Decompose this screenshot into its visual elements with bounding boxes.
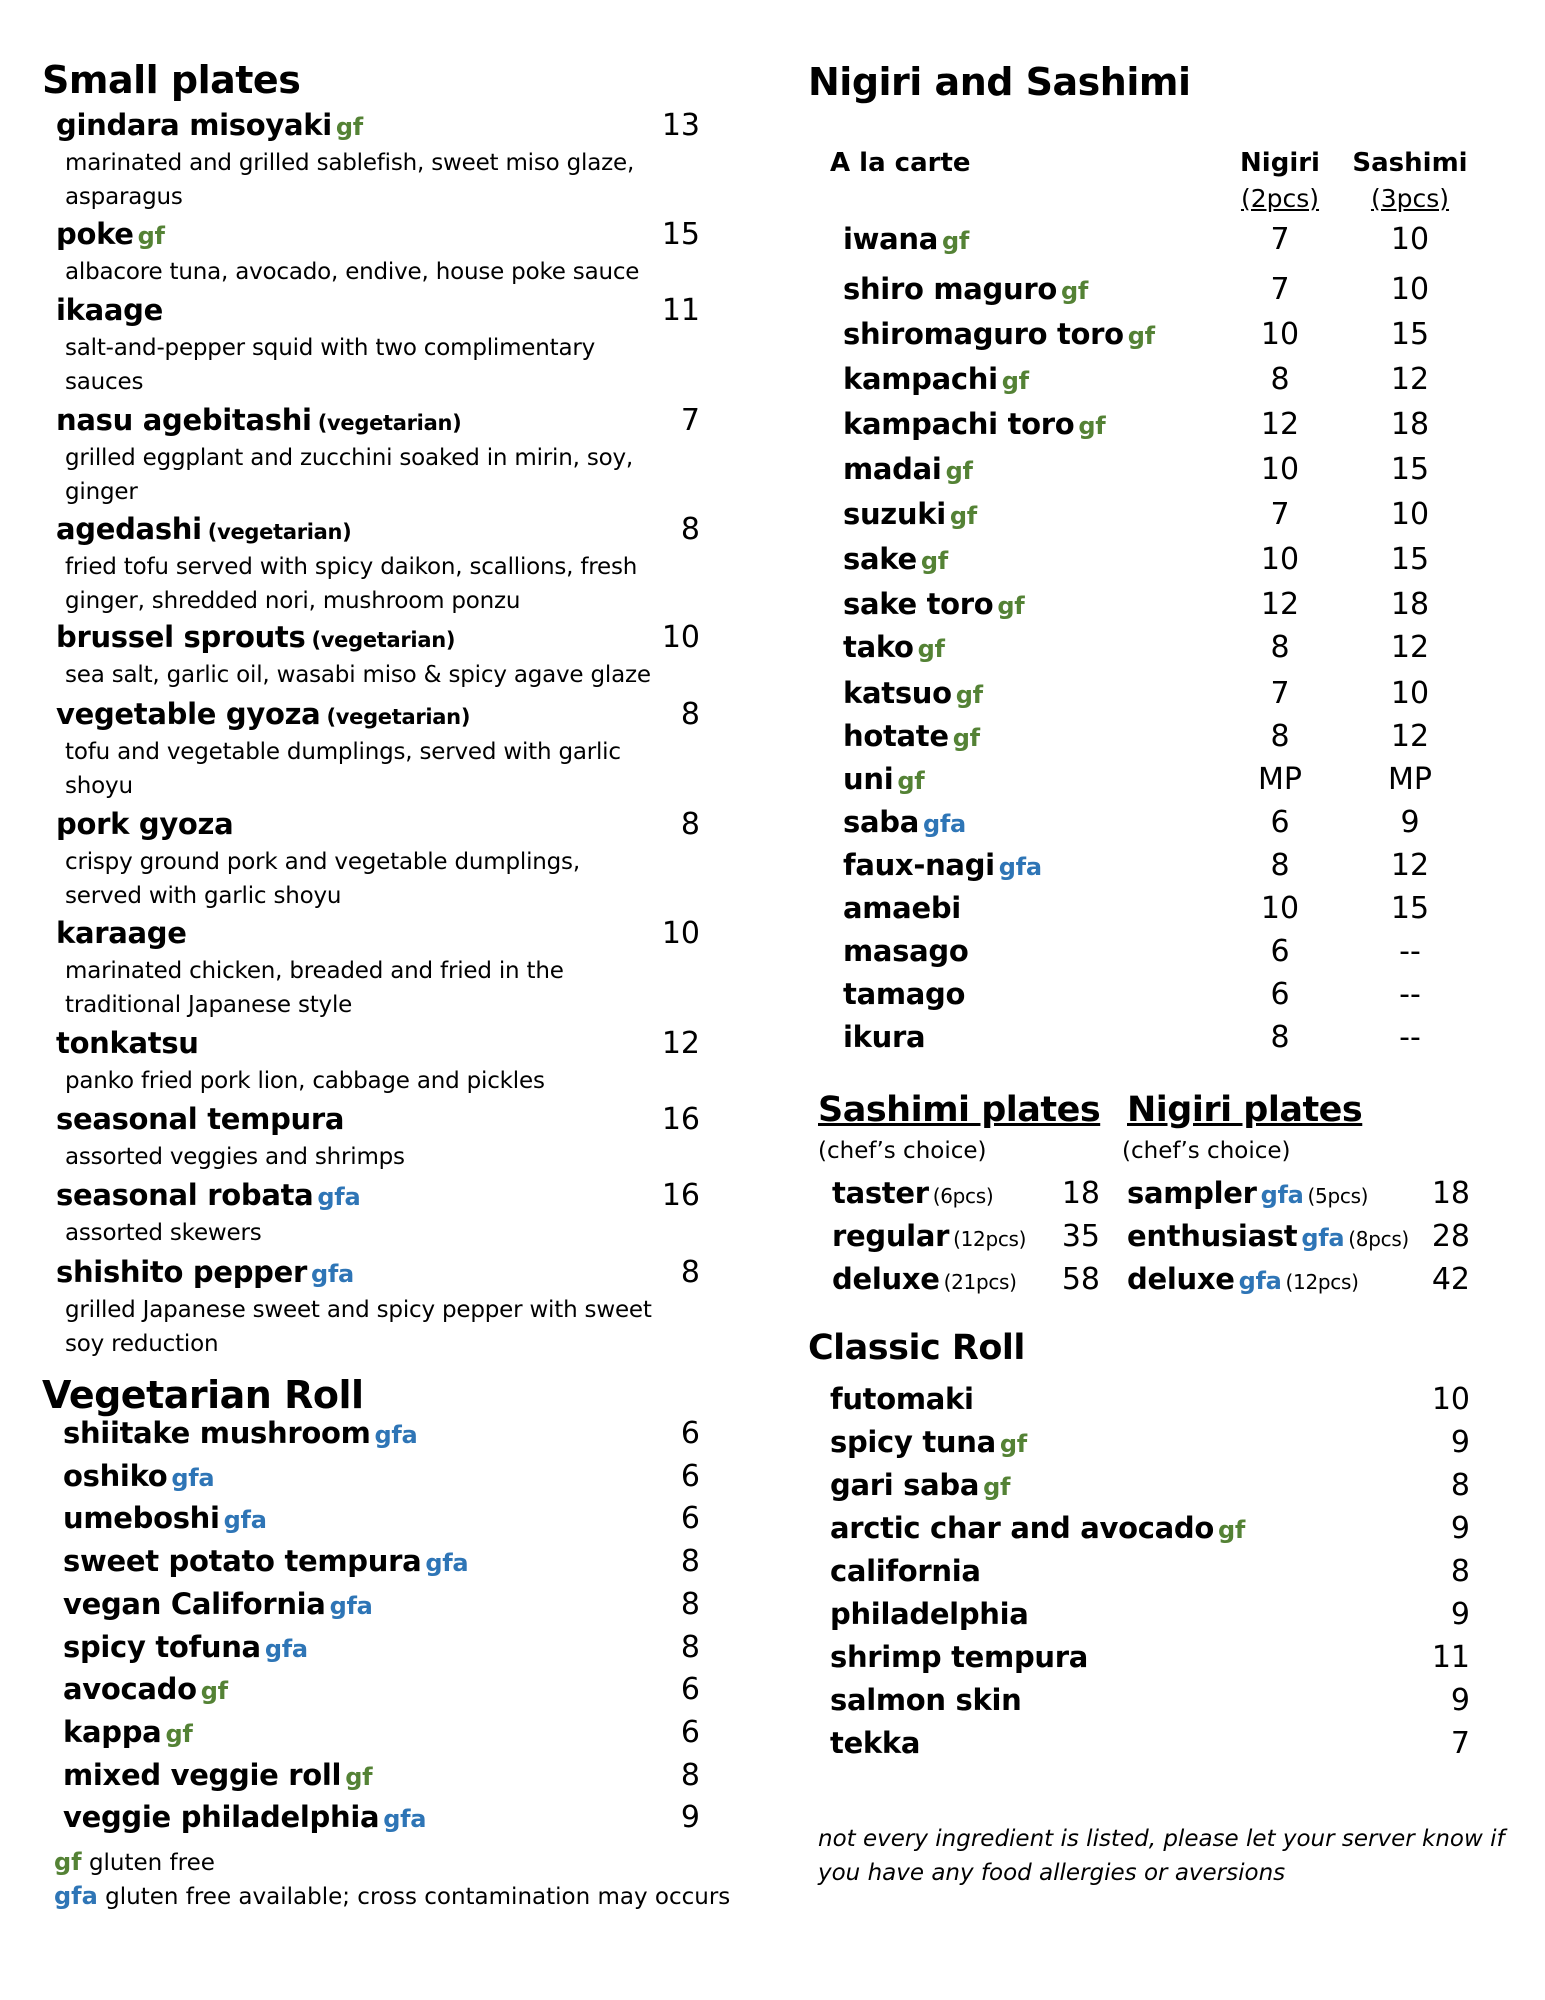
fish-name: kampachi toro gf bbox=[843, 407, 1106, 441]
menu-item-description: crispy ground pork and vegetable dumplings, bbox=[65, 849, 580, 875]
gluten-free-available-tag: gfa bbox=[171, 1463, 215, 1492]
roll-price: 9 bbox=[680, 1800, 700, 1836]
nigiri-column-header: Nigiri bbox=[1240, 148, 1320, 178]
menu-item-description: tofu and vegetable dumplings, served with garlic bbox=[65, 739, 621, 765]
sashimi-plate-price: 58 bbox=[1061, 1262, 1100, 1297]
menu-item-name: tonkatsu bbox=[56, 1026, 199, 1060]
menu-item-description: panko fried pork lion, cabbage and pickles bbox=[65, 1068, 545, 1094]
nigiri-price: 10 bbox=[1260, 452, 1300, 487]
nigiri-plate-price: 42 bbox=[1431, 1262, 1470, 1297]
vegetarian-tag: (vegetarian) bbox=[326, 705, 471, 729]
classic-roll-name: gari saba gf bbox=[830, 1468, 1011, 1502]
gluten-free-tag: gf bbox=[1217, 1516, 1245, 1544]
menu-item-price: 8 bbox=[680, 807, 700, 842]
fish-name: suzuki gf bbox=[843, 497, 977, 531]
fish-name: faux-nagi gfa bbox=[843, 848, 1042, 882]
menu-item-price: 15 bbox=[661, 217, 700, 252]
gluten-free-tag: gf bbox=[983, 1473, 1011, 1501]
classic-roll-price: 9 bbox=[1450, 1511, 1470, 1546]
roll-price: 6 bbox=[680, 1501, 700, 1537]
roll-price: 6 bbox=[680, 1714, 700, 1750]
fish-name: tamago bbox=[843, 977, 966, 1011]
menu-item-description: traditional Japanese style bbox=[65, 992, 353, 1018]
gluten-free-tag: gf bbox=[999, 1430, 1027, 1458]
sashimi-column-pcs: (3pcs) bbox=[1370, 184, 1450, 213]
menu-item-description: marinated and grilled sablefish, sweet miso glaze, bbox=[65, 150, 635, 176]
gluten-free-tag: gf bbox=[165, 1719, 193, 1748]
menu-item-price: 16 bbox=[661, 1178, 700, 1213]
sashimi-plates-title: Sashimi plates bbox=[818, 1090, 1101, 1130]
fish-name: sake toro gf bbox=[843, 587, 1025, 621]
classic-roll-price: 10 bbox=[1431, 1382, 1470, 1417]
classic-roll-name: shrimp tempura bbox=[830, 1640, 1089, 1674]
sashimi-price: 10 bbox=[1390, 222, 1430, 257]
classic-roll-name: salmon skin bbox=[830, 1683, 1022, 1717]
gluten-free-tag: gf bbox=[1001, 367, 1029, 395]
nigiri-price: 7 bbox=[1270, 272, 1290, 307]
gluten-free-tag: gf bbox=[897, 767, 925, 795]
roll-name: kappa gf bbox=[63, 1714, 193, 1749]
sashimi-price: -- bbox=[1399, 977, 1421, 1012]
classic-roll-name: arctic char and avocado gf bbox=[830, 1511, 1245, 1545]
menu-item-price: 16 bbox=[661, 1102, 700, 1137]
fish-name: hotate gf bbox=[843, 719, 980, 753]
menu-item-name: vegetable gyoza (vegetarian) bbox=[56, 697, 471, 731]
fish-name: masago bbox=[843, 934, 969, 968]
roll-name: avocado gf bbox=[63, 1672, 228, 1707]
fish-name: amaebi bbox=[843, 891, 961, 925]
menu-item-description: grilled eggplant and zucchini soaked in mirin, soy, bbox=[65, 445, 634, 471]
nigiri-price: 10 bbox=[1260, 891, 1300, 926]
vegetarian-roll-title: Vegetarian Roll bbox=[42, 1373, 364, 1417]
menu-item-price: 8 bbox=[680, 512, 700, 547]
nigiri-price: 8 bbox=[1270, 1020, 1290, 1055]
fish-name: katsuo gf bbox=[843, 676, 983, 710]
gluten-free-available-tag: gfa bbox=[922, 810, 966, 838]
nigiri-price: 12 bbox=[1260, 407, 1300, 442]
vegetarian-tag: (vegetarian) bbox=[311, 628, 456, 652]
fish-name: sake gf bbox=[843, 542, 948, 576]
nigiri-price: 6 bbox=[1270, 977, 1290, 1012]
classic-roll-price: 11 bbox=[1431, 1640, 1470, 1675]
menu-item-description: soy reduction bbox=[65, 1331, 219, 1357]
nigiri-plate-name: deluxe gfa (12pcs) bbox=[1127, 1262, 1359, 1296]
classic-roll-title: Classic Roll bbox=[808, 1328, 1025, 1368]
roll-name: mixed veggie roll gf bbox=[63, 1757, 373, 1792]
nigiri-price: MP bbox=[1258, 762, 1302, 797]
fish-name: saba gfa bbox=[843, 805, 966, 839]
gluten-free-tag: gf bbox=[945, 457, 973, 485]
allergy-note-line-2: you have any food allergies or aversions bbox=[818, 1860, 1286, 1886]
menu-item-description: sea salt, garlic oil, wasabi miso & spicy agave glaze bbox=[65, 662, 651, 688]
vegetarian-tag: (vegetarian) bbox=[207, 520, 352, 544]
roll-price: 8 bbox=[680, 1544, 700, 1580]
small-plates-title: Small plates bbox=[42, 58, 301, 102]
menu-item-description: ginger bbox=[65, 479, 138, 505]
gluten-free-tag: gf bbox=[335, 113, 363, 141]
menu-item-description: marinated chicken, breaded and fried in the bbox=[65, 958, 564, 984]
gluten-free-tag: gf bbox=[997, 592, 1025, 620]
classic-roll-name: california bbox=[830, 1554, 981, 1588]
menu-item-name: agedashi (vegetarian) bbox=[56, 512, 352, 546]
gluten-free-available-tag: gfa bbox=[998, 853, 1042, 881]
sashimi-plate-name: regular (12pcs) bbox=[832, 1219, 1027, 1253]
gluten-free-tag: gf bbox=[345, 1762, 373, 1791]
classic-roll-price: 7 bbox=[1450, 1726, 1470, 1761]
gluten-free-available-tag: gfa bbox=[425, 1549, 469, 1578]
gluten-free-tag: gf bbox=[917, 635, 945, 663]
menu-item-name: shishito pepper gfa bbox=[56, 1255, 354, 1289]
nigiri-price: 10 bbox=[1260, 317, 1300, 352]
menu-item-price: 10 bbox=[661, 916, 700, 951]
roll-name: veggie philadelphia gfa bbox=[63, 1800, 427, 1835]
nigiri-price: 6 bbox=[1270, 805, 1290, 840]
roll-price: 6 bbox=[680, 1416, 700, 1451]
piece-count: (12pcs) bbox=[953, 1227, 1027, 1251]
sashimi-plates-subtitle: (chef’s choice) bbox=[818, 1138, 987, 1164]
roll-price: 8 bbox=[680, 1629, 700, 1665]
sashimi-price: 12 bbox=[1390, 848, 1430, 883]
gluten-free-available-tag: gfa bbox=[1301, 1224, 1345, 1252]
roll-price: 6 bbox=[680, 1672, 700, 1708]
menu-item-description: ginger, shredded nori, mushroom ponzu bbox=[65, 588, 521, 614]
menu-item-price: 10 bbox=[661, 620, 700, 655]
legend-gfa: gfa gluten free available; cross contamination may occurs bbox=[54, 1882, 731, 1910]
menu-item-price: 11 bbox=[661, 293, 700, 328]
fish-name: tako gf bbox=[843, 630, 945, 664]
classic-roll-name: tekka bbox=[830, 1726, 921, 1760]
sashimi-price: 12 bbox=[1390, 362, 1430, 397]
nigiri-plate-price: 18 bbox=[1431, 1176, 1470, 1211]
nigiri-plates-subtitle: (chef’s choice) bbox=[1122, 1138, 1291, 1164]
menu-item-description: shoyu bbox=[65, 773, 133, 799]
sashimi-plate-name: taster (6pcs) bbox=[832, 1176, 994, 1210]
vegetarian-tag: (vegetarian) bbox=[317, 411, 462, 435]
gluten-free-available-tag: gfa bbox=[329, 1591, 373, 1620]
nigiri-sashimi-title: Nigiri and Sashimi bbox=[808, 60, 1191, 104]
fish-name: shiro maguro gf bbox=[843, 272, 1089, 306]
fish-name: shiromaguro toro gf bbox=[843, 317, 1155, 351]
nigiri-price: 8 bbox=[1270, 630, 1290, 665]
roll-name: vegan California gfa bbox=[63, 1586, 373, 1621]
gluten-free-tag: gf bbox=[920, 547, 948, 575]
classic-roll-name: philadelphia bbox=[830, 1597, 1029, 1631]
menu-item-name: poke gf bbox=[56, 217, 165, 251]
sashimi-price: 15 bbox=[1390, 542, 1430, 577]
gluten-free-available-tag: gfa bbox=[383, 1805, 427, 1834]
menu-item-description: sauces bbox=[65, 369, 144, 395]
gluten-free-tag: gf bbox=[1127, 322, 1155, 350]
roll-name: shiitake mushroom gfa bbox=[63, 1416, 418, 1450]
gluten-free-available-tag: gfa bbox=[264, 1634, 308, 1663]
menu-item-price: 13 bbox=[661, 108, 700, 143]
gluten-free-tag: gf bbox=[952, 724, 980, 752]
gluten-free-available-tag: gfa bbox=[311, 1260, 354, 1288]
menu-item-name: pork gyoza bbox=[56, 807, 234, 841]
gluten-free-tag: gf bbox=[137, 222, 165, 250]
sashimi-price: 10 bbox=[1390, 676, 1430, 711]
menu-item-description: assorted veggies and shrimps bbox=[65, 1144, 405, 1170]
sashimi-column-header: Sashimi bbox=[1352, 148, 1468, 178]
a-la-carte-label: A la carte bbox=[830, 148, 971, 178]
nigiri-price: 7 bbox=[1270, 222, 1290, 257]
menu-item-name: gindara misoyaki gf bbox=[56, 108, 363, 142]
menu-item-name: seasonal robata gfa bbox=[56, 1178, 361, 1212]
sashimi-price: 12 bbox=[1390, 630, 1430, 665]
classic-roll-price: 9 bbox=[1450, 1425, 1470, 1460]
gluten-free-available-tag: gfa bbox=[1238, 1267, 1282, 1295]
sashimi-price: -- bbox=[1399, 1020, 1421, 1055]
sashimi-price: 15 bbox=[1390, 891, 1430, 926]
gluten-free-tag: gf bbox=[1078, 412, 1106, 440]
menu-item-description: asparagus bbox=[65, 184, 183, 210]
menu-item-price: 12 bbox=[661, 1026, 700, 1061]
fish-name: kampachi gf bbox=[843, 362, 1029, 396]
menu-item-name: seasonal tempura bbox=[56, 1102, 345, 1136]
menu-item-description: albacore tuna, avocado, endive, house poke sauce bbox=[65, 259, 640, 285]
fish-name: uni gf bbox=[843, 762, 925, 796]
classic-roll-price: 8 bbox=[1450, 1554, 1470, 1589]
nigiri-plates-title: Nigiri plates bbox=[1127, 1090, 1363, 1130]
nigiri-plate-name: enthusiast gfa (8pcs) bbox=[1127, 1219, 1409, 1253]
gluten-free-tag: gf bbox=[200, 1677, 228, 1706]
sashimi-price: -- bbox=[1399, 934, 1421, 969]
fish-name: iwana gf bbox=[843, 222, 970, 256]
sashimi-price: 18 bbox=[1390, 407, 1430, 442]
sashimi-price: 15 bbox=[1390, 452, 1430, 487]
nigiri-price: 12 bbox=[1260, 587, 1300, 622]
gluten-free-tag: gf bbox=[1061, 277, 1089, 305]
gluten-free-tag: gf bbox=[949, 502, 977, 530]
menu-item-name: ikaage bbox=[56, 293, 163, 327]
sashimi-plate-price: 18 bbox=[1061, 1176, 1100, 1211]
nigiri-column-pcs: (2pcs) bbox=[1240, 184, 1320, 213]
gluten-free-available-tag: gfa bbox=[317, 1183, 361, 1211]
sashimi-plate-price: 35 bbox=[1061, 1219, 1100, 1254]
allergy-note-line-1: not every ingredient is listed, please let your server know if bbox=[818, 1826, 1505, 1852]
classic-roll-name: spicy tuna gf bbox=[830, 1425, 1027, 1459]
piece-count: (21pcs) bbox=[943, 1270, 1017, 1294]
gluten-free-tag: gf bbox=[942, 227, 970, 255]
roll-price: 8 bbox=[680, 1586, 700, 1622]
piece-count: (12pcs) bbox=[1285, 1270, 1359, 1294]
nigiri-price: 8 bbox=[1270, 848, 1290, 883]
menu-item-price: 8 bbox=[680, 1255, 700, 1290]
menu-item-description: fried tofu served with spicy daikon, scallions, fresh bbox=[65, 554, 638, 580]
nigiri-price: 8 bbox=[1270, 719, 1290, 754]
piece-count: (5pcs) bbox=[1307, 1184, 1369, 1208]
gluten-free-available-tag: gfa bbox=[374, 1421, 418, 1449]
sashimi-price: 15 bbox=[1390, 317, 1430, 352]
roll-name: spicy tofuna gfa bbox=[63, 1629, 308, 1664]
sashimi-price: 10 bbox=[1390, 497, 1430, 532]
roll-price: 8 bbox=[680, 1757, 700, 1793]
classic-roll-price: 9 bbox=[1450, 1683, 1470, 1718]
sashimi-price: 9 bbox=[1400, 805, 1420, 840]
sashimi-price: 10 bbox=[1390, 272, 1430, 307]
nigiri-price: 8 bbox=[1270, 362, 1290, 397]
nigiri-plate-name: sampler gfa (5pcs) bbox=[1127, 1176, 1369, 1210]
legend-gf: gf gluten free bbox=[54, 1848, 215, 1876]
menu-item-name: brussel sprouts (vegetarian) bbox=[56, 620, 456, 654]
fish-name: madai gf bbox=[843, 452, 973, 486]
roll-name: sweet potato tempura gfa bbox=[63, 1544, 469, 1579]
classic-roll-price: 8 bbox=[1450, 1468, 1470, 1503]
roll-name: oshiko gfa bbox=[63, 1458, 215, 1493]
sashimi-price: MP bbox=[1388, 762, 1432, 797]
gluten-free-available-tag: gfa bbox=[223, 1506, 267, 1535]
fish-name: ikura bbox=[843, 1020, 926, 1054]
roll-price: 6 bbox=[680, 1458, 700, 1494]
piece-count: (8pcs) bbox=[1348, 1227, 1409, 1251]
menu-item-price: 7 bbox=[680, 403, 700, 438]
menu-item-description: assorted skewers bbox=[65, 1220, 262, 1246]
nigiri-price: 6 bbox=[1270, 934, 1290, 969]
sashimi-plate-name: deluxe (21pcs) bbox=[832, 1262, 1017, 1296]
menu-item-description: salt-and-pepper squid with two complimentary bbox=[65, 335, 596, 361]
gluten-free-tag: gf bbox=[955, 681, 983, 709]
nigiri-price: 7 bbox=[1270, 497, 1290, 532]
roll-name: umeboshi gfa bbox=[63, 1501, 267, 1536]
menu-item-price: 8 bbox=[680, 697, 700, 732]
menu-item-name: karaage bbox=[56, 916, 187, 950]
gluten-free-available-tag: gfa bbox=[1260, 1181, 1304, 1209]
menu-item-name: nasu agebitashi (vegetarian) bbox=[56, 403, 462, 437]
classic-roll-name: futomaki bbox=[830, 1382, 974, 1416]
piece-count: (6pcs) bbox=[932, 1184, 994, 1208]
sashimi-price: 18 bbox=[1390, 587, 1430, 622]
menu-item-description: grilled Japanese sweet and spicy pepper with sweet bbox=[65, 1297, 652, 1323]
classic-roll-price: 9 bbox=[1450, 1597, 1470, 1632]
sashimi-price: 12 bbox=[1390, 719, 1430, 754]
nigiri-price: 10 bbox=[1260, 542, 1300, 577]
menu-item-description: served with garlic shoyu bbox=[65, 883, 342, 909]
nigiri-price: 7 bbox=[1270, 676, 1290, 711]
nigiri-plate-price: 28 bbox=[1431, 1219, 1470, 1254]
